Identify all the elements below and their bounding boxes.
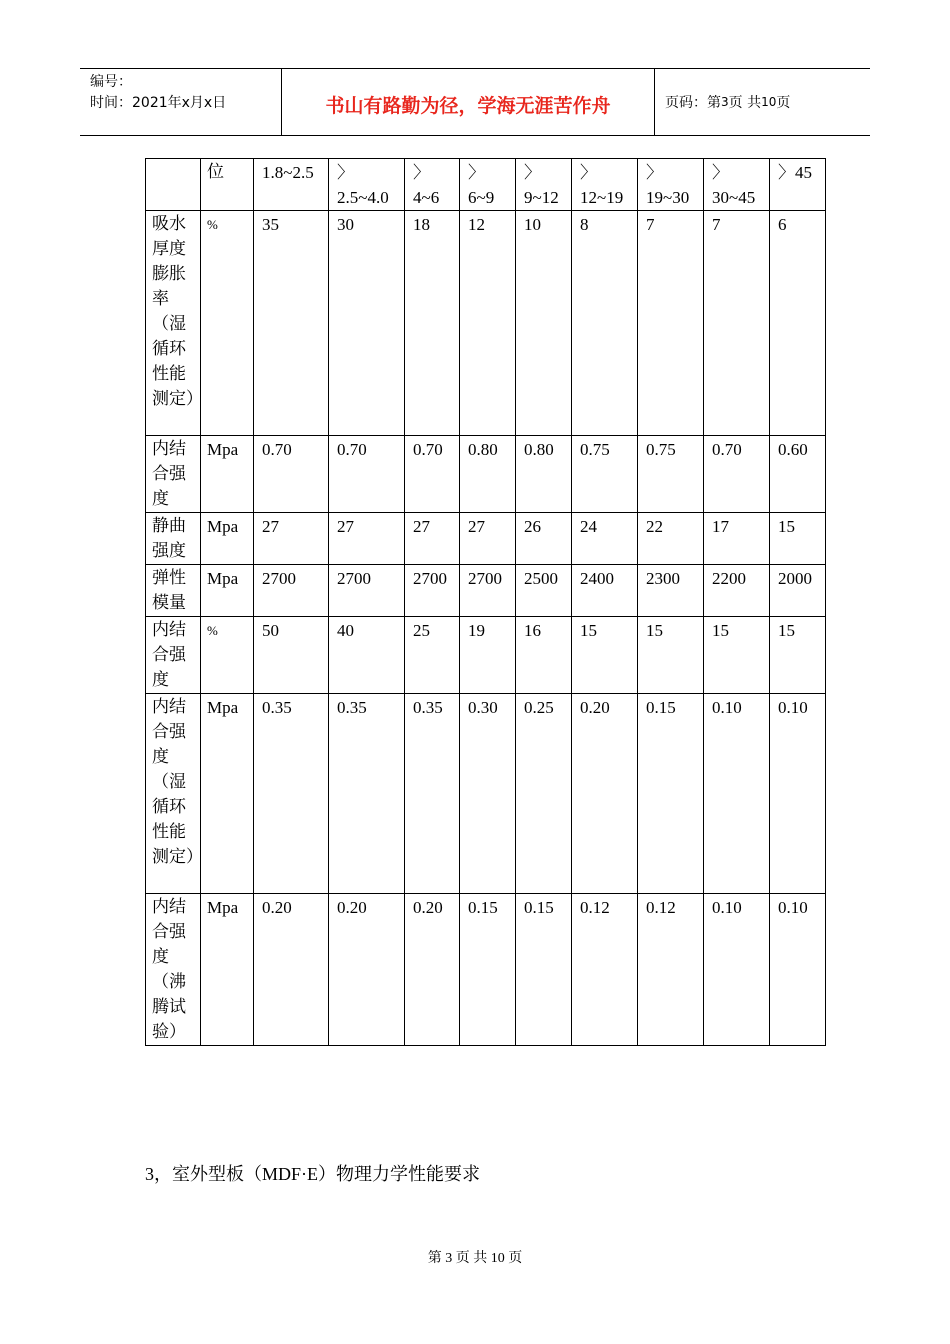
row-value-cell: 0.10: [770, 694, 826, 894]
row-value-cell: 24: [572, 513, 638, 565]
row-value-cell: 0.35: [405, 694, 460, 894]
row-value-cell: 2000: [770, 565, 826, 617]
table-header-cell: 〉12~19: [572, 159, 638, 211]
header-info: [80, 69, 282, 135]
row-value-cell: 27: [460, 513, 516, 565]
section-title: 3，室外型板（MDF·E）物理力学性能要求: [145, 1164, 481, 1184]
row-value-cell: 0.15: [460, 894, 516, 1046]
page-footer: 第 3 页 共 10 页: [427, 1251, 523, 1266]
row-value-cell: 2700: [405, 565, 460, 617]
row-value-cell: 25: [405, 617, 460, 694]
page-header: [80, 68, 870, 136]
row-value-cell: 0.10: [704, 694, 770, 894]
row-value-cell: 2500: [516, 565, 572, 617]
table-header-cell: 〉 19~30: [638, 159, 704, 211]
row-property-name: 内结合强度: [146, 436, 201, 513]
row-property-name: 内结合强度（湿循环性能测定）: [146, 694, 201, 894]
row-value-cell: 2400: [572, 565, 638, 617]
row-value-cell: 0.75: [638, 436, 704, 513]
row-value-cell: 27: [329, 513, 405, 565]
row-value-cell: 16: [516, 617, 572, 694]
table-row: [146, 694, 826, 894]
row-value-cell: 0.10: [770, 894, 826, 1046]
row-value-cell: 0.10: [704, 894, 770, 1046]
table-header-cell: 〉30~45: [704, 159, 770, 211]
row-value-cell: 10: [516, 211, 572, 436]
header-motto: 书山有路勤为径，学海无涯苦作舟: [282, 69, 655, 135]
row-value-cell: 6: [770, 211, 826, 436]
row-value-cell: 0.20: [405, 894, 460, 1046]
row-value-cell: 0.20: [254, 894, 329, 1046]
page-suffix: 页: [776, 95, 791, 111]
table-header-cell: 〉4~6: [405, 159, 460, 211]
row-value-cell: 0.20: [572, 694, 638, 894]
table-header-row: [146, 159, 826, 211]
row-value-cell: 7: [638, 211, 704, 436]
row-value-cell: 2700: [254, 565, 329, 617]
row-value-cell: 35: [254, 211, 329, 436]
row-property-name: 内结合强度: [146, 617, 201, 694]
row-value-cell: 30: [329, 211, 405, 436]
row-value-cell: 0.20: [329, 894, 405, 1046]
row-unit: Mpa: [201, 513, 254, 565]
header-page-info: [655, 69, 870, 135]
page-prefix: 页码：第: [665, 95, 721, 111]
table-row: [146, 894, 826, 1046]
row-value-cell: 2700: [460, 565, 516, 617]
row-value-cell: 2300: [638, 565, 704, 617]
row-value-cell: 27: [254, 513, 329, 565]
row-value-cell: 0.75: [572, 436, 638, 513]
table-row: [146, 436, 826, 513]
table-header-cell: 〉9~12: [516, 159, 572, 211]
row-value-cell: 0.12: [638, 894, 704, 1046]
row-unit: Mpa: [201, 565, 254, 617]
row-value-cell: 8: [572, 211, 638, 436]
document-time: 时间：2021年x月x日: [90, 95, 227, 111]
row-value-cell: 0.80: [516, 436, 572, 513]
page-mid: 页 共: [728, 95, 762, 111]
row-value-cell: 0.35: [329, 694, 405, 894]
row-value-cell: 15: [572, 617, 638, 694]
table-row: [146, 617, 826, 694]
row-property-name: 静曲强度: [146, 513, 201, 565]
table-header-cell: 〉 2.5~4.0: [329, 159, 405, 211]
row-value-cell: 0.80: [460, 436, 516, 513]
row-value-cell: 0.35: [254, 694, 329, 894]
row-value-cell: 0.15: [638, 694, 704, 894]
document-number-label: 编号：: [90, 74, 132, 90]
row-value-cell: 40: [329, 617, 405, 694]
table-header-cell: 〉45: [770, 159, 826, 211]
row-property-name: 吸水厚度膨胀率（湿循环性能测定）: [146, 211, 201, 436]
table-header-cell: 〉 6~9: [460, 159, 516, 211]
row-value-cell: 0.60: [770, 436, 826, 513]
table-row: [146, 211, 826, 436]
row-value-cell: 0.70: [405, 436, 460, 513]
table-header-cell: 1.8~2.5: [254, 159, 329, 211]
row-value-cell: 15: [770, 617, 826, 694]
row-value-cell: 26: [516, 513, 572, 565]
row-property-name: 弹性模量: [146, 565, 201, 617]
row-unit: Mpa: [201, 436, 254, 513]
row-value-cell: 0.70: [704, 436, 770, 513]
table-header-cell: [146, 159, 201, 211]
row-value-cell: 0.25: [516, 694, 572, 894]
row-unit: Mpa: [201, 694, 254, 894]
page-number: 3: [721, 95, 729, 109]
row-value-cell: 18: [405, 211, 460, 436]
row-value-cell: 17: [704, 513, 770, 565]
row-unit: Mpa: [201, 894, 254, 1046]
row-value-cell: 0.70: [254, 436, 329, 513]
row-value-cell: 0.70: [329, 436, 405, 513]
table-header-cell: 位: [201, 159, 254, 211]
table-row: [146, 565, 826, 617]
row-unit: %: [201, 211, 254, 436]
page-total: 10: [761, 95, 777, 109]
row-value-cell: 0.30: [460, 694, 516, 894]
row-value-cell: 2700: [329, 565, 405, 617]
row-value-cell: 15: [638, 617, 704, 694]
row-value-cell: 12: [460, 211, 516, 436]
row-value-cell: 19: [460, 617, 516, 694]
row-value-cell: 0.12: [572, 894, 638, 1046]
table-row: [146, 513, 826, 565]
row-value-cell: 22: [638, 513, 704, 565]
row-value-cell: 15: [770, 513, 826, 565]
row-unit: %: [201, 617, 254, 694]
row-value-cell: 7: [704, 211, 770, 436]
row-value-cell: 2200: [704, 565, 770, 617]
row-property-name: 内结合强度（沸腾试验）: [146, 894, 201, 1046]
row-value-cell: 0.15: [516, 894, 572, 1046]
row-value-cell: 15: [704, 617, 770, 694]
row-value-cell: 50: [254, 617, 329, 694]
spec-table: [145, 158, 826, 1046]
row-value-cell: 27: [405, 513, 460, 565]
